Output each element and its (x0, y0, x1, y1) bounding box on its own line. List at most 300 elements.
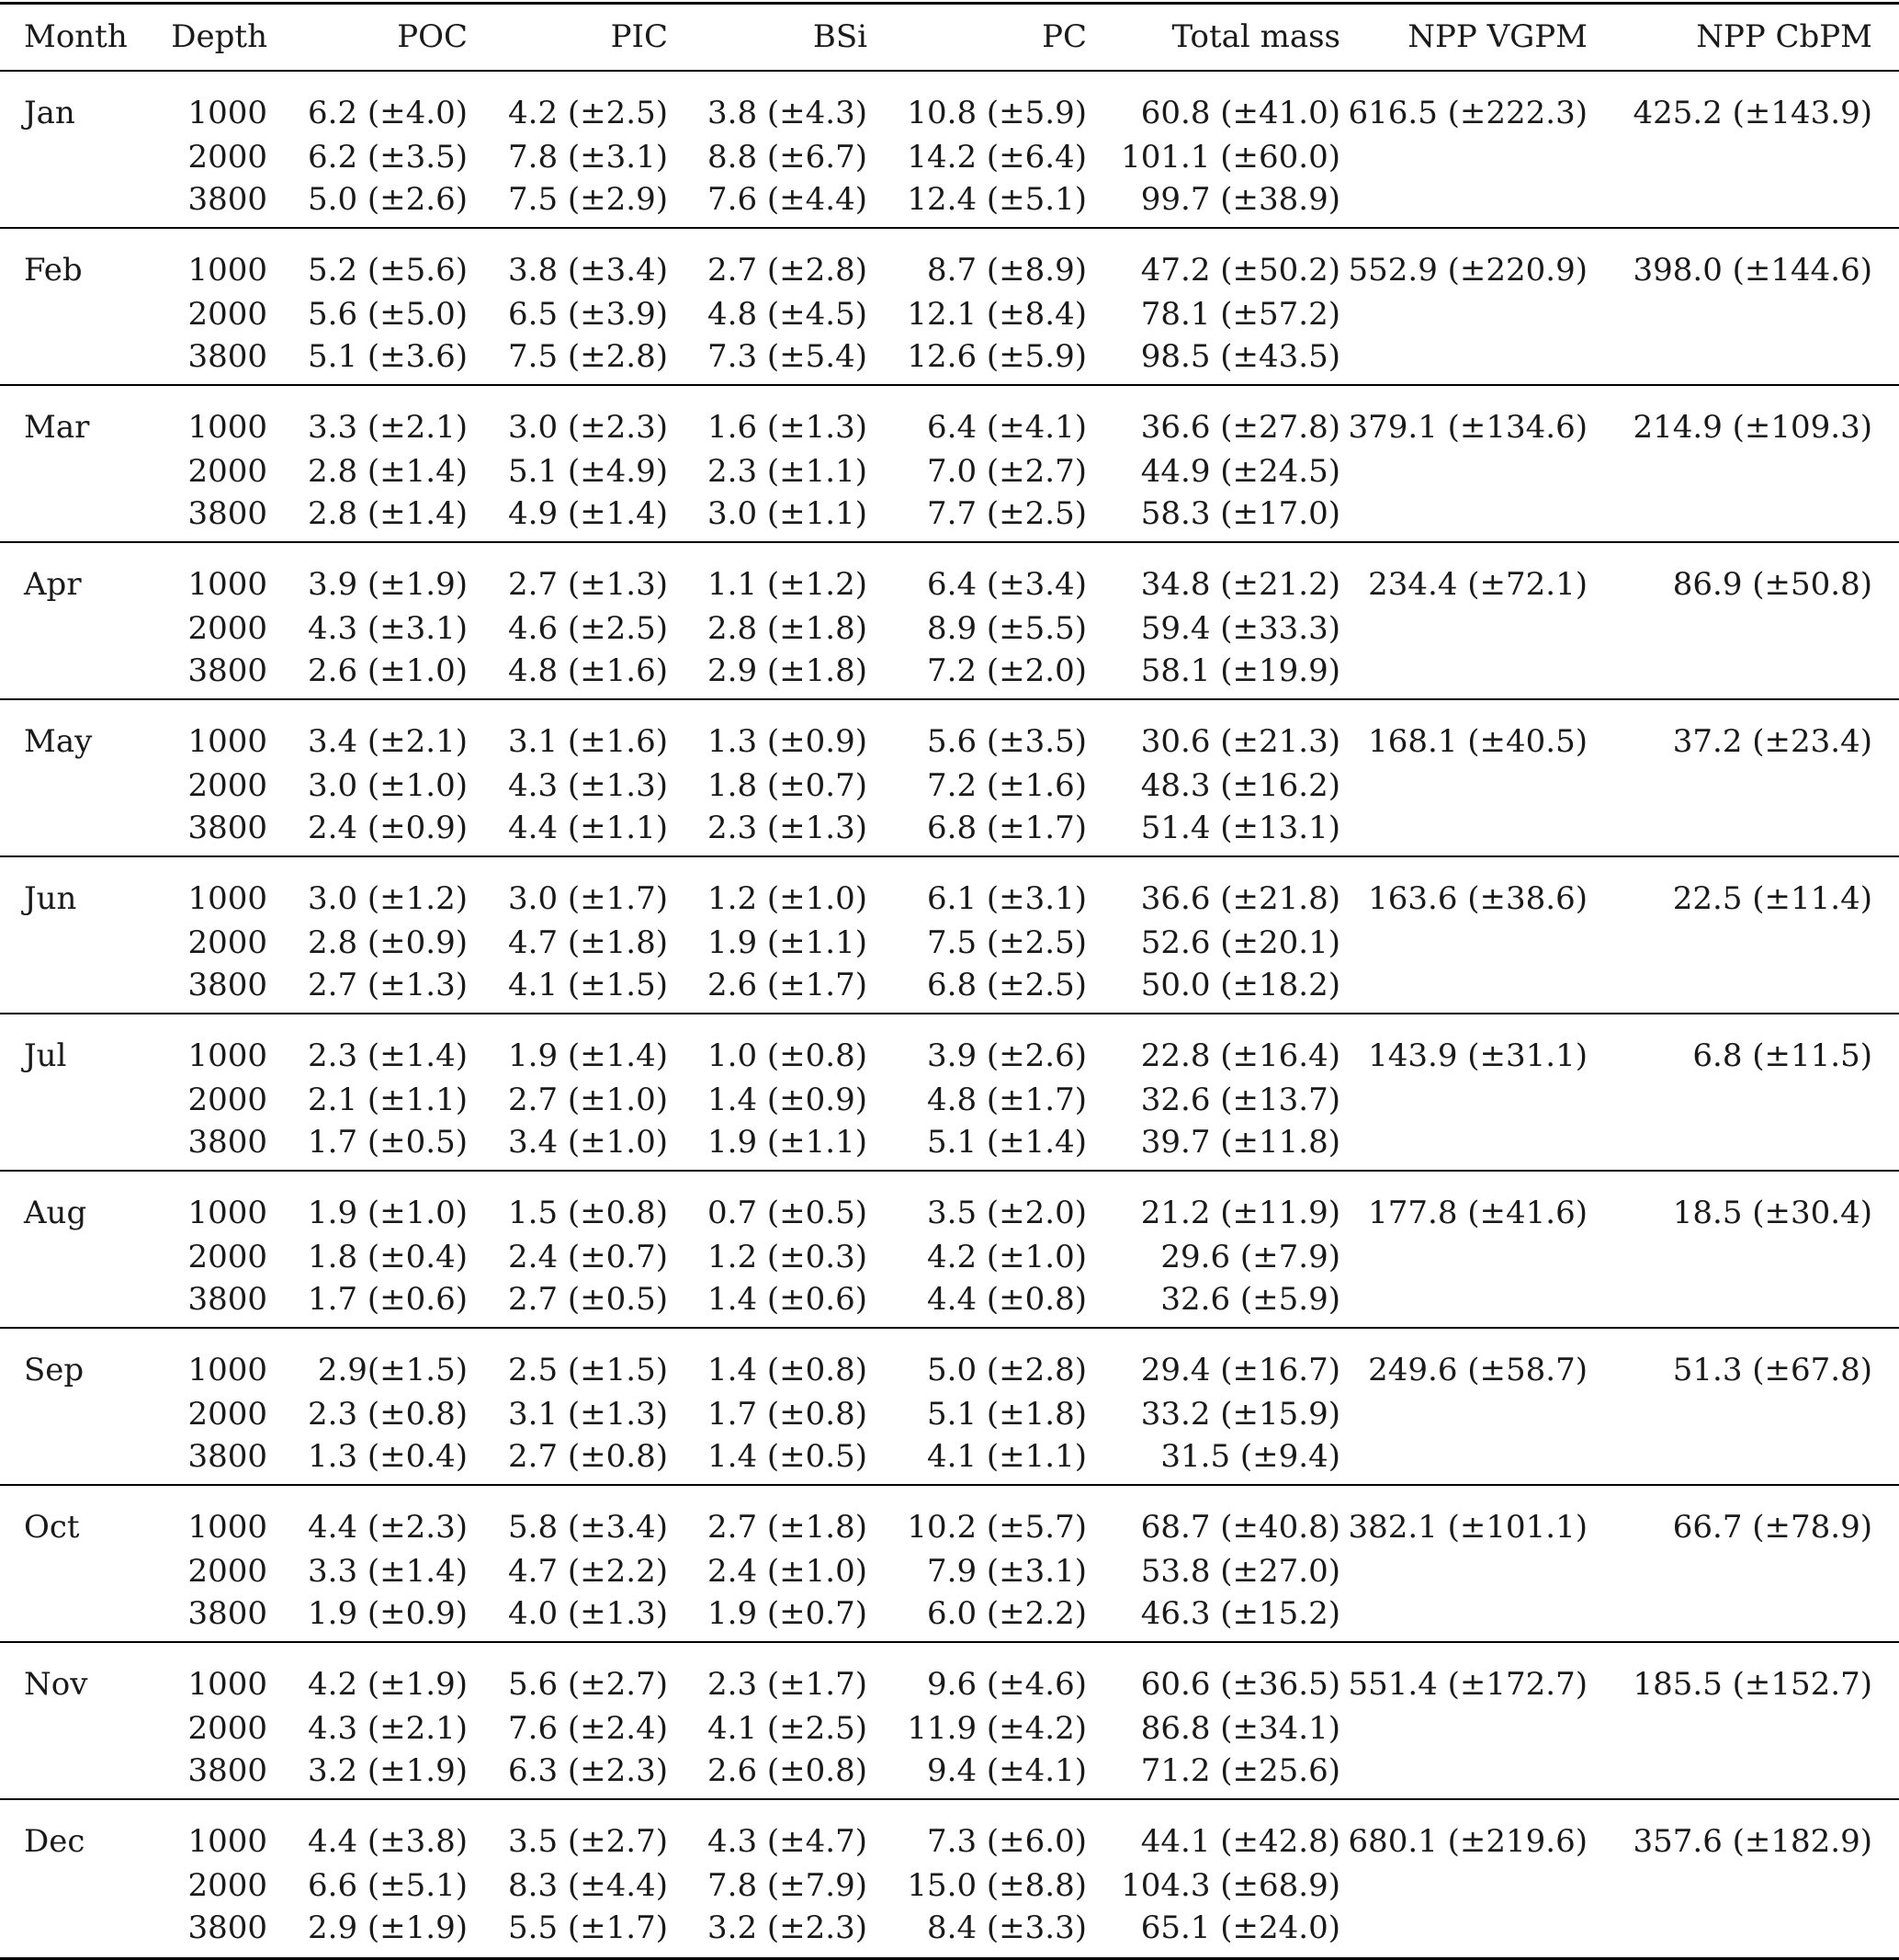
pic-cell: 3.8 (±3.4) (468, 228, 668, 292)
month-cell (0, 1593, 149, 1642)
month-cell (0, 808, 149, 856)
bsi-cell: 1.4 (±0.9) (707, 1081, 867, 1118)
npp-cbpm-cell: 425.2 (±143.9) (1612, 71, 1899, 135)
bsi-cell: 1.2 (±0.3) (707, 1238, 867, 1275)
pic-cell: 5.8 (±3.4) (468, 1485, 668, 1549)
table-row (0, 1279, 1899, 1328)
total-mass-cell: 58.1 (±19.9) (1140, 651, 1340, 689)
total-mass-cell: 59.4 (±33.3) (1140, 609, 1340, 647)
total-mass-cell: 39.7 (±11.8) (1140, 1123, 1340, 1161)
table-row (0, 1642, 1899, 1706)
total-mass-cell: 22.8 (±16.4) (1087, 1014, 1340, 1078)
month-cell: May (0, 699, 149, 764)
pc-cell: 4.4 (±0.8) (927, 1280, 1087, 1318)
npp-cbpm-cell: 66.7 (±78.9) (1612, 1485, 1899, 1549)
bsi-cell: 3.8 (±4.3) (668, 71, 867, 135)
table-row (0, 1122, 1899, 1171)
bsi-cell: 1.3 (±0.9) (668, 699, 867, 764)
total-mass-cell: 53.8 (±27.0) (1140, 1552, 1340, 1590)
pc-cell: 4.8 (±1.7) (927, 1081, 1087, 1118)
total-mass-cell: 51.4 (±13.1) (1140, 809, 1340, 846)
poc-cell: 2.1 (±1.1) (308, 1081, 468, 1118)
pc-cell: 7.2 (±2.0) (927, 651, 1087, 689)
npp-vgpm-cell: 379.1 (±134.6) (1340, 385, 1612, 449)
pc-cell: 8.4 (±3.3) (867, 1908, 1087, 1959)
table-row (0, 336, 1899, 385)
npp-vgpm-cell: 680.1 (±219.6) (1340, 1799, 1612, 1864)
total-mass-cell: 65.1 (±24.0) (1087, 1908, 1340, 1959)
bsi-cell: 2.3 (±1.1) (707, 452, 867, 490)
header-pic: PIC (468, 4, 668, 71)
pc-cell: 7.2 (±1.6) (927, 766, 1087, 804)
poc-cell: 3.0 (±1.0) (308, 766, 468, 804)
npp-cbpm-cell (1612, 1078, 1899, 1122)
month-cell (0, 606, 149, 651)
pic-cell: 7.6 (±2.4) (508, 1709, 668, 1747)
npp-vgpm-cell (1340, 764, 1612, 808)
depth-cell: 2000 (187, 1552, 267, 1590)
table-row (0, 1485, 1899, 1549)
bsi-cell: 0.7 (±0.5) (668, 1171, 867, 1235)
table-row (0, 856, 1899, 921)
pc-cell: 12.6 (±5.9) (907, 337, 1087, 375)
npp-cbpm-cell (1612, 1122, 1899, 1171)
poc-cell: 1.3 (±0.4) (308, 1437, 468, 1475)
poc-cell: 4.3 (±3.1) (308, 609, 468, 647)
total-mass-cell: 30.6 (±21.3) (1087, 699, 1340, 764)
npp-vgpm-cell (1340, 135, 1612, 179)
npp-cbpm-cell (1612, 1750, 1899, 1799)
npp-cbpm-cell: 6.8 (±11.5) (1612, 1014, 1899, 1078)
npp-cbpm-cell: 37.2 (±23.4) (1612, 699, 1899, 764)
header-npp-vgpm: NPP VGPM (1340, 4, 1612, 71)
npp-vgpm-cell: 616.5 (±222.3) (1340, 71, 1612, 135)
poc-cell: 5.2 (±5.6) (267, 228, 468, 292)
table-row (0, 808, 1899, 856)
pic-cell: 3.0 (±2.3) (468, 385, 668, 449)
pc-cell: 6.8 (±1.7) (927, 809, 1087, 846)
depth-cell: 1000 (149, 71, 267, 135)
month-cell (0, 493, 149, 542)
month-cell: Sep (0, 1328, 149, 1392)
total-mass-cell: 34.8 (±21.2) (1087, 542, 1340, 606)
npp-cbpm-cell (1612, 292, 1899, 336)
poc-cell: 1.7 (±0.5) (308, 1123, 468, 1161)
poc-cell: 2.9 (±1.9) (267, 1908, 468, 1959)
depth-cell: 3800 (187, 1123, 267, 1161)
npp-cbpm-cell: 398.0 (±144.6) (1612, 228, 1899, 292)
poc-cell: 1.9 (±0.9) (308, 1594, 468, 1632)
npp-vgpm-cell (1340, 1549, 1612, 1593)
poc-cell: 2.7 (±1.3) (308, 966, 468, 1003)
header-total-mass: Total mass (1087, 4, 1340, 71)
npp-vgpm-cell (1340, 921, 1612, 965)
month-cell (0, 651, 149, 699)
pic-cell: 2.7 (±1.3) (468, 542, 668, 606)
table-row (0, 764, 1899, 808)
npp-cbpm-cell: 86.9 (±50.8) (1612, 542, 1899, 606)
pic-cell: 4.7 (±1.8) (508, 923, 668, 961)
npp-cbpm-cell (1612, 179, 1899, 228)
pic-cell: 1.9 (±1.4) (468, 1014, 668, 1078)
pic-cell: 4.2 (±2.5) (468, 71, 668, 135)
depth-cell: 1000 (149, 1485, 267, 1549)
total-mass-cell: 36.6 (±27.8) (1087, 385, 1340, 449)
depth-cell: 1000 (149, 1014, 267, 1078)
pc-cell: 11.9 (±4.2) (907, 1709, 1087, 1747)
pic-cell: 7.5 (±2.8) (508, 337, 668, 375)
bsi-cell: 1.8 (±0.7) (707, 766, 867, 804)
pc-cell: 6.1 (±3.1) (867, 856, 1087, 921)
npp-cbpm-cell (1612, 135, 1899, 179)
bsi-cell: 1.1 (±1.2) (668, 542, 867, 606)
bsi-cell: 7.8 (±7.9) (707, 1866, 867, 1904)
pc-cell: 10.2 (±5.7) (867, 1485, 1087, 1549)
month-cell (0, 1235, 149, 1279)
month-cell (0, 1078, 149, 1122)
month-cell (0, 449, 149, 493)
bsi-cell: 1.7 (±0.8) (707, 1395, 867, 1433)
bsi-cell: 1.4 (±0.6) (707, 1280, 867, 1318)
npp-vgpm-cell (1340, 651, 1612, 699)
poc-cell: 6.2 (±4.0) (267, 71, 468, 135)
pc-cell: 15.0 (±8.8) (907, 1866, 1087, 1904)
total-mass-cell: 99.7 (±38.9) (1140, 180, 1340, 218)
depth-cell: 3800 (187, 966, 267, 1003)
table-row (0, 292, 1899, 336)
total-mass-cell: 29.4 (±16.7) (1087, 1328, 1340, 1392)
table-row (0, 71, 1899, 135)
pc-cell: 4.2 (±1.0) (927, 1238, 1087, 1275)
pic-cell: 3.1 (±1.3) (508, 1395, 668, 1433)
bsi-cell: 1.9 (±1.1) (707, 1123, 867, 1161)
total-mass-cell: 21.2 (±11.9) (1087, 1171, 1340, 1235)
npp-cbpm-cell (1612, 493, 1899, 542)
poc-cell: 3.3 (±1.4) (308, 1552, 468, 1590)
total-mass-cell: 33.2 (±15.9) (1140, 1395, 1340, 1433)
pic-cell: 5.1 (±4.9) (508, 452, 668, 490)
npp-vgpm-cell: 168.1 (±40.5) (1340, 699, 1612, 764)
poc-cell: 2.3 (±1.4) (267, 1014, 468, 1078)
depth-cell: 2000 (187, 923, 267, 961)
npp-cbpm-cell (1612, 336, 1899, 385)
depth-cell: 3800 (149, 1908, 267, 1959)
total-mass-cell: 101.1 (±60.0) (1121, 138, 1340, 176)
depth-cell: 1000 (149, 228, 267, 292)
bsi-cell: 4.8 (±4.5) (707, 295, 867, 333)
depth-cell: 3800 (187, 1751, 267, 1789)
pc-cell: 5.0 (±2.8) (867, 1328, 1087, 1392)
pic-cell: 1.5 (±0.8) (468, 1171, 668, 1235)
bsi-cell: 2.4 (±1.0) (707, 1552, 867, 1590)
bsi-cell: 2.6 (±1.7) (707, 966, 867, 1003)
table-row (0, 1706, 1899, 1750)
poc-cell: 1.9 (±1.0) (267, 1171, 468, 1235)
depth-cell: 3800 (187, 651, 267, 689)
bsi-cell: 4.1 (±2.5) (707, 1709, 867, 1747)
total-mass-cell: 48.3 (±16.2) (1140, 766, 1340, 804)
pc-cell: 12.1 (±8.4) (907, 295, 1087, 333)
npp-vgpm-cell (1340, 449, 1612, 493)
bsi-cell: 2.9 (±1.8) (707, 651, 867, 689)
table-row (0, 1593, 1899, 1642)
pc-cell: 5.1 (±1.8) (927, 1395, 1087, 1433)
month-cell (0, 1392, 149, 1436)
total-mass-cell: 29.6 (±7.9) (1160, 1238, 1340, 1275)
npp-vgpm-cell: 552.9 (±220.9) (1340, 228, 1612, 292)
pic-cell: 3.5 (±2.7) (468, 1799, 668, 1864)
npp-vgpm-cell (1340, 292, 1612, 336)
month-cell: Apr (0, 542, 149, 606)
npp-cbpm-cell (1612, 1436, 1899, 1485)
pic-cell: 3.0 (±1.7) (468, 856, 668, 921)
total-mass-cell: 50.0 (±18.2) (1140, 966, 1340, 1003)
depth-cell: 1000 (149, 699, 267, 764)
npp-cbpm-cell (1612, 1864, 1899, 1908)
depth-cell: 2000 (187, 295, 267, 333)
total-mass-cell: 46.3 (±15.2) (1140, 1594, 1340, 1632)
total-mass-cell: 71.2 (±25.6) (1140, 1751, 1340, 1789)
poc-cell: 2.8 (±1.4) (308, 452, 468, 490)
table-row (0, 965, 1899, 1014)
poc-cell: 3.0 (±1.2) (267, 856, 468, 921)
npp-vgpm-cell (1340, 1908, 1612, 1959)
table-row (0, 179, 1899, 228)
poc-cell: 5.6 (±5.0) (308, 295, 468, 333)
header-npp-cbpm: NPP CbPM (1612, 4, 1899, 71)
month-cell (0, 179, 149, 228)
depth-cell: 2000 (187, 1081, 267, 1118)
month-cell (0, 1864, 149, 1908)
poc-cell: 6.6 (±5.1) (308, 1866, 468, 1904)
total-mass-cell: 32.6 (±13.7) (1140, 1081, 1340, 1118)
npp-vgpm-cell: 382.1 (±101.1) (1340, 1485, 1612, 1549)
header-poc: POC (267, 4, 468, 71)
total-mass-cell: 58.3 (±17.0) (1140, 494, 1340, 532)
pic-cell: 3.4 (±1.0) (508, 1123, 668, 1161)
pc-cell: 6.4 (±4.1) (867, 385, 1087, 449)
month-cell (0, 1706, 149, 1750)
pc-cell: 4.1 (±1.1) (927, 1437, 1087, 1475)
poc-cell: 2.6 (±1.0) (308, 651, 468, 689)
table-row (0, 1078, 1899, 1122)
header-row (0, 4, 1899, 71)
npp-cbpm-cell (1612, 965, 1899, 1014)
month-cell (0, 1549, 149, 1593)
pc-cell: 5.6 (±3.5) (867, 699, 1087, 764)
pc-cell: 8.7 (±8.9) (867, 228, 1087, 292)
pc-cell: 9.6 (±4.6) (867, 1642, 1087, 1706)
total-mass-cell: 98.5 (±43.5) (1140, 337, 1340, 375)
npp-cbpm-cell (1612, 1279, 1899, 1328)
npp-vgpm-cell (1340, 1235, 1612, 1279)
bsi-cell: 1.4 (±0.8) (668, 1328, 867, 1392)
total-mass-cell: 47.2 (±50.2) (1087, 228, 1340, 292)
header-bsi: BSi (668, 4, 867, 71)
npp-vgpm-cell (1340, 1392, 1612, 1436)
poc-cell: 2.8 (±0.9) (308, 923, 468, 961)
table-body (0, 71, 1899, 1959)
npp-vgpm-cell (1340, 1279, 1612, 1328)
npp-cbpm-cell (1612, 1235, 1899, 1279)
depth-cell: 3800 (187, 1437, 267, 1475)
total-mass-cell: 60.6 (±36.5) (1087, 1642, 1340, 1706)
bsi-cell: 7.3 (±5.4) (707, 337, 867, 375)
pic-cell: 6.5 (±3.9) (508, 295, 668, 333)
depth-cell: 2000 (187, 1709, 267, 1747)
table-row (0, 1014, 1899, 1078)
header-pc: PC (867, 4, 1087, 71)
poc-cell: 3.4 (±2.1) (267, 699, 468, 764)
poc-cell: 2.3 (±0.8) (308, 1395, 468, 1433)
pc-cell: 8.9 (±5.5) (927, 609, 1087, 647)
depth-cell: 3800 (187, 1280, 267, 1318)
poc-cell: 4.4 (±2.3) (267, 1485, 468, 1549)
pic-cell: 2.4 (±0.7) (508, 1238, 668, 1275)
npp-cbpm-cell (1612, 651, 1899, 699)
poc-cell: 4.2 (±1.9) (267, 1642, 468, 1706)
pc-cell: 5.1 (±1.4) (927, 1123, 1087, 1161)
npp-cbpm-cell (1612, 1392, 1899, 1436)
poc-cell: 2.4 (±0.9) (308, 809, 468, 846)
poc-cell: 2.9(±1.5) (267, 1328, 468, 1392)
month-cell: Jan (0, 71, 149, 135)
npp-cbpm-cell: 185.5 (±152.7) (1612, 1642, 1899, 1706)
month-cell (0, 1279, 149, 1328)
pc-cell: 7.3 (±6.0) (867, 1799, 1087, 1864)
pc-cell: 7.0 (±2.7) (927, 452, 1087, 490)
table-row (0, 228, 1899, 292)
pic-cell: 5.5 (±1.7) (468, 1908, 668, 1959)
header-month: Month (0, 4, 149, 71)
pic-cell: 7.8 (±3.1) (508, 138, 668, 176)
table-row (0, 699, 1899, 764)
table-row (0, 921, 1899, 965)
month-cell: Feb (0, 228, 149, 292)
pic-cell: 4.0 (±1.3) (508, 1594, 668, 1632)
pc-cell: 7.7 (±2.5) (927, 494, 1087, 532)
pic-cell: 4.1 (±1.5) (508, 966, 668, 1003)
total-mass-cell: 32.6 (±5.9) (1160, 1280, 1340, 1318)
bsi-cell: 2.3 (±1.7) (668, 1642, 867, 1706)
table-row (0, 606, 1899, 651)
depth-cell: 2000 (187, 609, 267, 647)
month-cell: Jul (0, 1014, 149, 1078)
npp-vgpm-cell: 249.6 (±58.7) (1340, 1328, 1612, 1392)
poc-cell: 4.4 (±3.8) (267, 1799, 468, 1864)
pc-cell: 7.5 (±2.5) (927, 923, 1087, 961)
npp-cbpm-cell: 18.5 (±30.4) (1612, 1171, 1899, 1235)
pic-cell: 4.3 (±1.3) (508, 766, 668, 804)
npp-cbpm-cell (1612, 1593, 1899, 1642)
depth-cell: 1000 (149, 1328, 267, 1392)
table-row (0, 1864, 1899, 1908)
table-row (0, 1908, 1899, 1959)
pic-cell: 4.7 (±2.2) (508, 1552, 668, 1590)
pc-cell: 6.8 (±2.5) (927, 966, 1087, 1003)
npp-cbpm-cell: 51.3 (±67.8) (1612, 1328, 1899, 1392)
month-cell: Oct (0, 1485, 149, 1549)
npp-cbpm-cell: 357.6 (±182.9) (1612, 1799, 1899, 1864)
npp-vgpm-cell (1340, 1436, 1612, 1485)
poc-cell: 2.8 (±1.4) (308, 494, 468, 532)
poc-cell: 3.2 (±1.9) (308, 1751, 468, 1789)
bsi-cell: 1.2 (±1.0) (668, 856, 867, 921)
npp-cbpm-cell (1612, 606, 1899, 651)
pic-cell: 2.7 (±0.8) (508, 1437, 668, 1475)
month-cell (0, 1436, 149, 1485)
bsi-cell: 1.9 (±0.7) (707, 1594, 867, 1632)
month-cell (0, 1750, 149, 1799)
depth-cell: 2000 (187, 1395, 267, 1433)
depth-cell: 1000 (149, 1171, 267, 1235)
npp-cbpm-cell: 22.5 (±11.4) (1612, 856, 1899, 921)
total-mass-cell: 60.8 (±41.0) (1087, 71, 1340, 135)
npp-vgpm-cell: 163.6 (±38.6) (1340, 856, 1612, 921)
table-row (0, 1235, 1899, 1279)
pic-cell: 3.1 (±1.6) (468, 699, 668, 764)
month-cell (0, 921, 149, 965)
depth-cell: 2000 (187, 138, 267, 176)
bsi-cell: 2.8 (±1.8) (707, 609, 867, 647)
npp-vgpm-cell (1340, 336, 1612, 385)
month-cell: Jun (0, 856, 149, 921)
depth-cell: 2000 (187, 1866, 267, 1904)
bsi-cell: 1.6 (±1.3) (668, 385, 867, 449)
pc-cell: 6.0 (±2.2) (927, 1594, 1087, 1632)
bsi-cell: 2.6 (±0.8) (707, 1751, 867, 1789)
table-row (0, 1328, 1899, 1392)
npp-vgpm-cell: 177.8 (±41.6) (1340, 1171, 1612, 1235)
bsi-cell: 7.6 (±4.4) (707, 180, 867, 218)
month-cell: Dec (0, 1799, 149, 1864)
depth-cell: 1000 (149, 856, 267, 921)
depth-cell: 1000 (149, 385, 267, 449)
poc-cell: 3.3 (±2.1) (267, 385, 468, 449)
bsi-cell: 2.3 (±1.3) (707, 809, 867, 846)
table-row (0, 1171, 1899, 1235)
poc-cell: 5.1 (±3.6) (308, 337, 468, 375)
npp-vgpm-cell (1340, 1864, 1612, 1908)
total-mass-cell: 52.6 (±20.1) (1140, 923, 1340, 961)
total-mass-cell: 31.5 (±9.4) (1160, 1437, 1340, 1475)
npp-vgpm-cell (1340, 1078, 1612, 1122)
poc-cell: 3.9 (±1.9) (267, 542, 468, 606)
month-cell (0, 764, 149, 808)
npp-cbpm-cell (1612, 808, 1899, 856)
month-cell (0, 1122, 149, 1171)
bsi-cell: 3.2 (±2.3) (668, 1908, 867, 1959)
bsi-cell: 8.8 (±6.7) (707, 138, 867, 176)
pc-cell: 3.5 (±2.0) (867, 1171, 1087, 1235)
bsi-cell: 1.0 (±0.8) (668, 1014, 867, 1078)
npp-cbpm-cell (1612, 449, 1899, 493)
npp-vgpm-cell: 551.4 (±172.7) (1340, 1642, 1612, 1706)
total-mass-cell: 36.6 (±21.8) (1087, 856, 1340, 921)
npp-vgpm-cell (1340, 1750, 1612, 1799)
pic-cell: 8.3 (±4.4) (508, 1866, 668, 1904)
bsi-cell: 3.0 (±1.1) (707, 494, 867, 532)
table-row (0, 651, 1899, 699)
npp-vgpm-cell (1340, 493, 1612, 542)
pic-cell: 2.7 (±0.5) (508, 1280, 668, 1318)
table-row (0, 1392, 1899, 1436)
total-mass-cell: 78.1 (±57.2) (1140, 295, 1340, 333)
month-cell: Nov (0, 1642, 149, 1706)
npp-cbpm-cell (1612, 1549, 1899, 1593)
pc-cell: 6.4 (±3.4) (867, 542, 1087, 606)
pc-cell: 12.4 (±5.1) (907, 180, 1087, 218)
